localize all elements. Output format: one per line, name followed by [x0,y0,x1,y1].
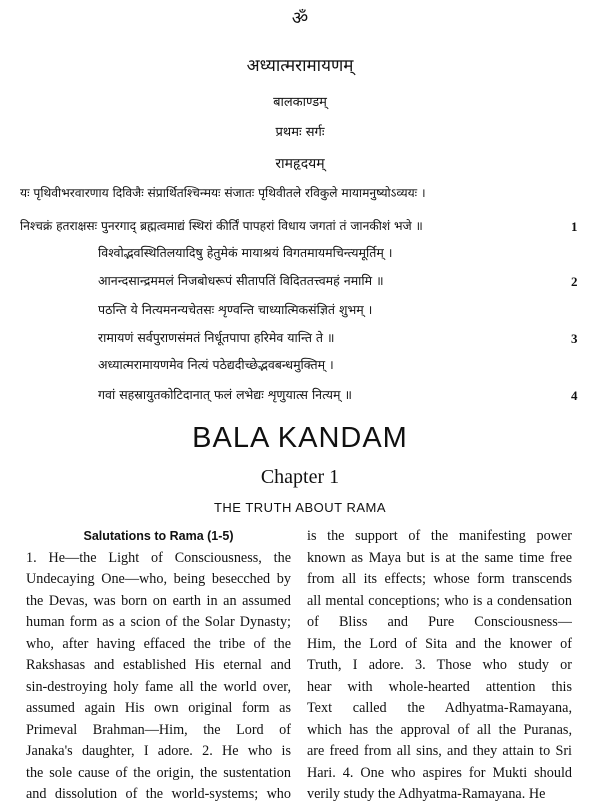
text-line: Primeval Brahman—Him, the Lord of [26,721,291,738]
text-line: which has the approval of all the Puranas, [307,721,572,738]
left-text-column [26,526,291,806]
text-line: Truth, I adore. 3. Those who study or [307,657,572,673]
verse-number: 2 [571,274,578,289]
verse-line: यः पृथिवीभरवारणाय दिविजैः संप्रार्थितश्चिन्मयः संजातः पृथिवीतले रविकुले मायामनुष्योऽव्ययः । [20,186,426,200]
verse-line: निश्चक्रं हतराक्षसः पुनरगाद् ब्रह्मत्वमाद्यं स्थिरां कीर्तिं पापहरां विधाय जगतां तं जानकीशं भजे ॥ [20,219,423,233]
verse-line: गवां सहस्रायुतकोटिदानात् फलं लभेद्यः शृणुयात्स नित्यम् ॥ [98,387,352,402]
english-book-title: BALA KANDAM [192,422,408,454]
verse-number: 3 [571,331,578,346]
text-line: Undecaying One—who, being besecched by [26,571,291,587]
text-line: Rakshasas and established His eternal and [26,657,291,673]
text-line: sin-destroying holy fame all the world over, [26,678,291,695]
verse-number: 4 [571,388,578,403]
sanskrit-section-title: रामहृदयम् [275,156,325,172]
text-line: are freed from all sins, and they attain to Sri [307,743,572,759]
text-line: the Devas, was born on earth in an assumed [26,592,291,609]
text-line: is the support of the manifesting power [307,528,572,544]
text-line: Him, the Lord of Sita and the knower of [307,635,572,652]
text-line: Hari. 4. One who aspires for Mukti should [307,764,572,781]
text-line: who, after having effaced the tribe of the [26,635,291,652]
sanskrit-book-title: अध्यात्मरामायणम् [246,56,354,76]
text-line: of Bliss and Pure Consciousness— [307,614,572,630]
text-line: all mental conceptions; who is a condensation [307,592,572,609]
sanskrit-kanda-title: बालकाण्डम् [273,95,327,110]
text-line: verily study the Adhyatma-Ramayana. He [307,786,546,802]
chapter-heading: Chapter 1 [260,466,340,488]
text-line: known as Maya but is at the same time free [307,549,572,566]
section-heading: Salutations to Rama (1-5) [83,529,234,543]
chapter-title: THE TRUTH ABOUT RAMA [213,500,387,515]
verse-line: विश्वोद्भवस्थितिलयादिषु हेतुमेकं मायाश्रयं विगतमायमचिन्त्यमूर्तिम् । [98,245,393,260]
text-line: Text called the Adhyatma-Ramayana, [307,700,572,716]
verse-line: अध्यात्मरामायणमेव नित्यं पठेद्यदीच्छेद्भवबन्धमुक्तिम् । [98,357,334,372]
text-line: assumed again His own original form as [26,700,291,716]
sanskrit-sarga-title: प्रथमः सर्गः [275,125,325,140]
text-line: and dissolution of the world-systems; who [26,786,291,802]
text-line: from all its effects; whose form transcends [307,571,572,587]
text-line: the sole cause of the origin, the sustentation [26,764,291,781]
verse-line: रामायणं सर्वपुराणसंमतं निर्धूतपापा हरिमेव यान्ति ते ॥ [98,330,335,345]
verse-line: पठन्ति ये नित्यमनन्यचेतसः शृण्वन्ति चाध्यात्मिकसंज्ञितं शुभम् । [98,302,373,317]
text-line: Janaka's daughter, I adore. 2. He who is [26,743,291,759]
om-symbol: ॐ [291,8,309,29]
verse-number: 1 [571,219,578,234]
right-text-column [307,526,572,806]
text-line: 1. He—the Light of Consciousness, the [26,549,291,566]
text-line: hear with whole-hearted attention this [307,678,572,695]
verse-line: आनन्दसान्द्रममलं निजबोधरूपं सीतापतिं विदिततत्त्वमहं नमामि ॥ [98,273,384,288]
text-line: human form as a scion of the Solar Dynasty; [26,614,291,630]
